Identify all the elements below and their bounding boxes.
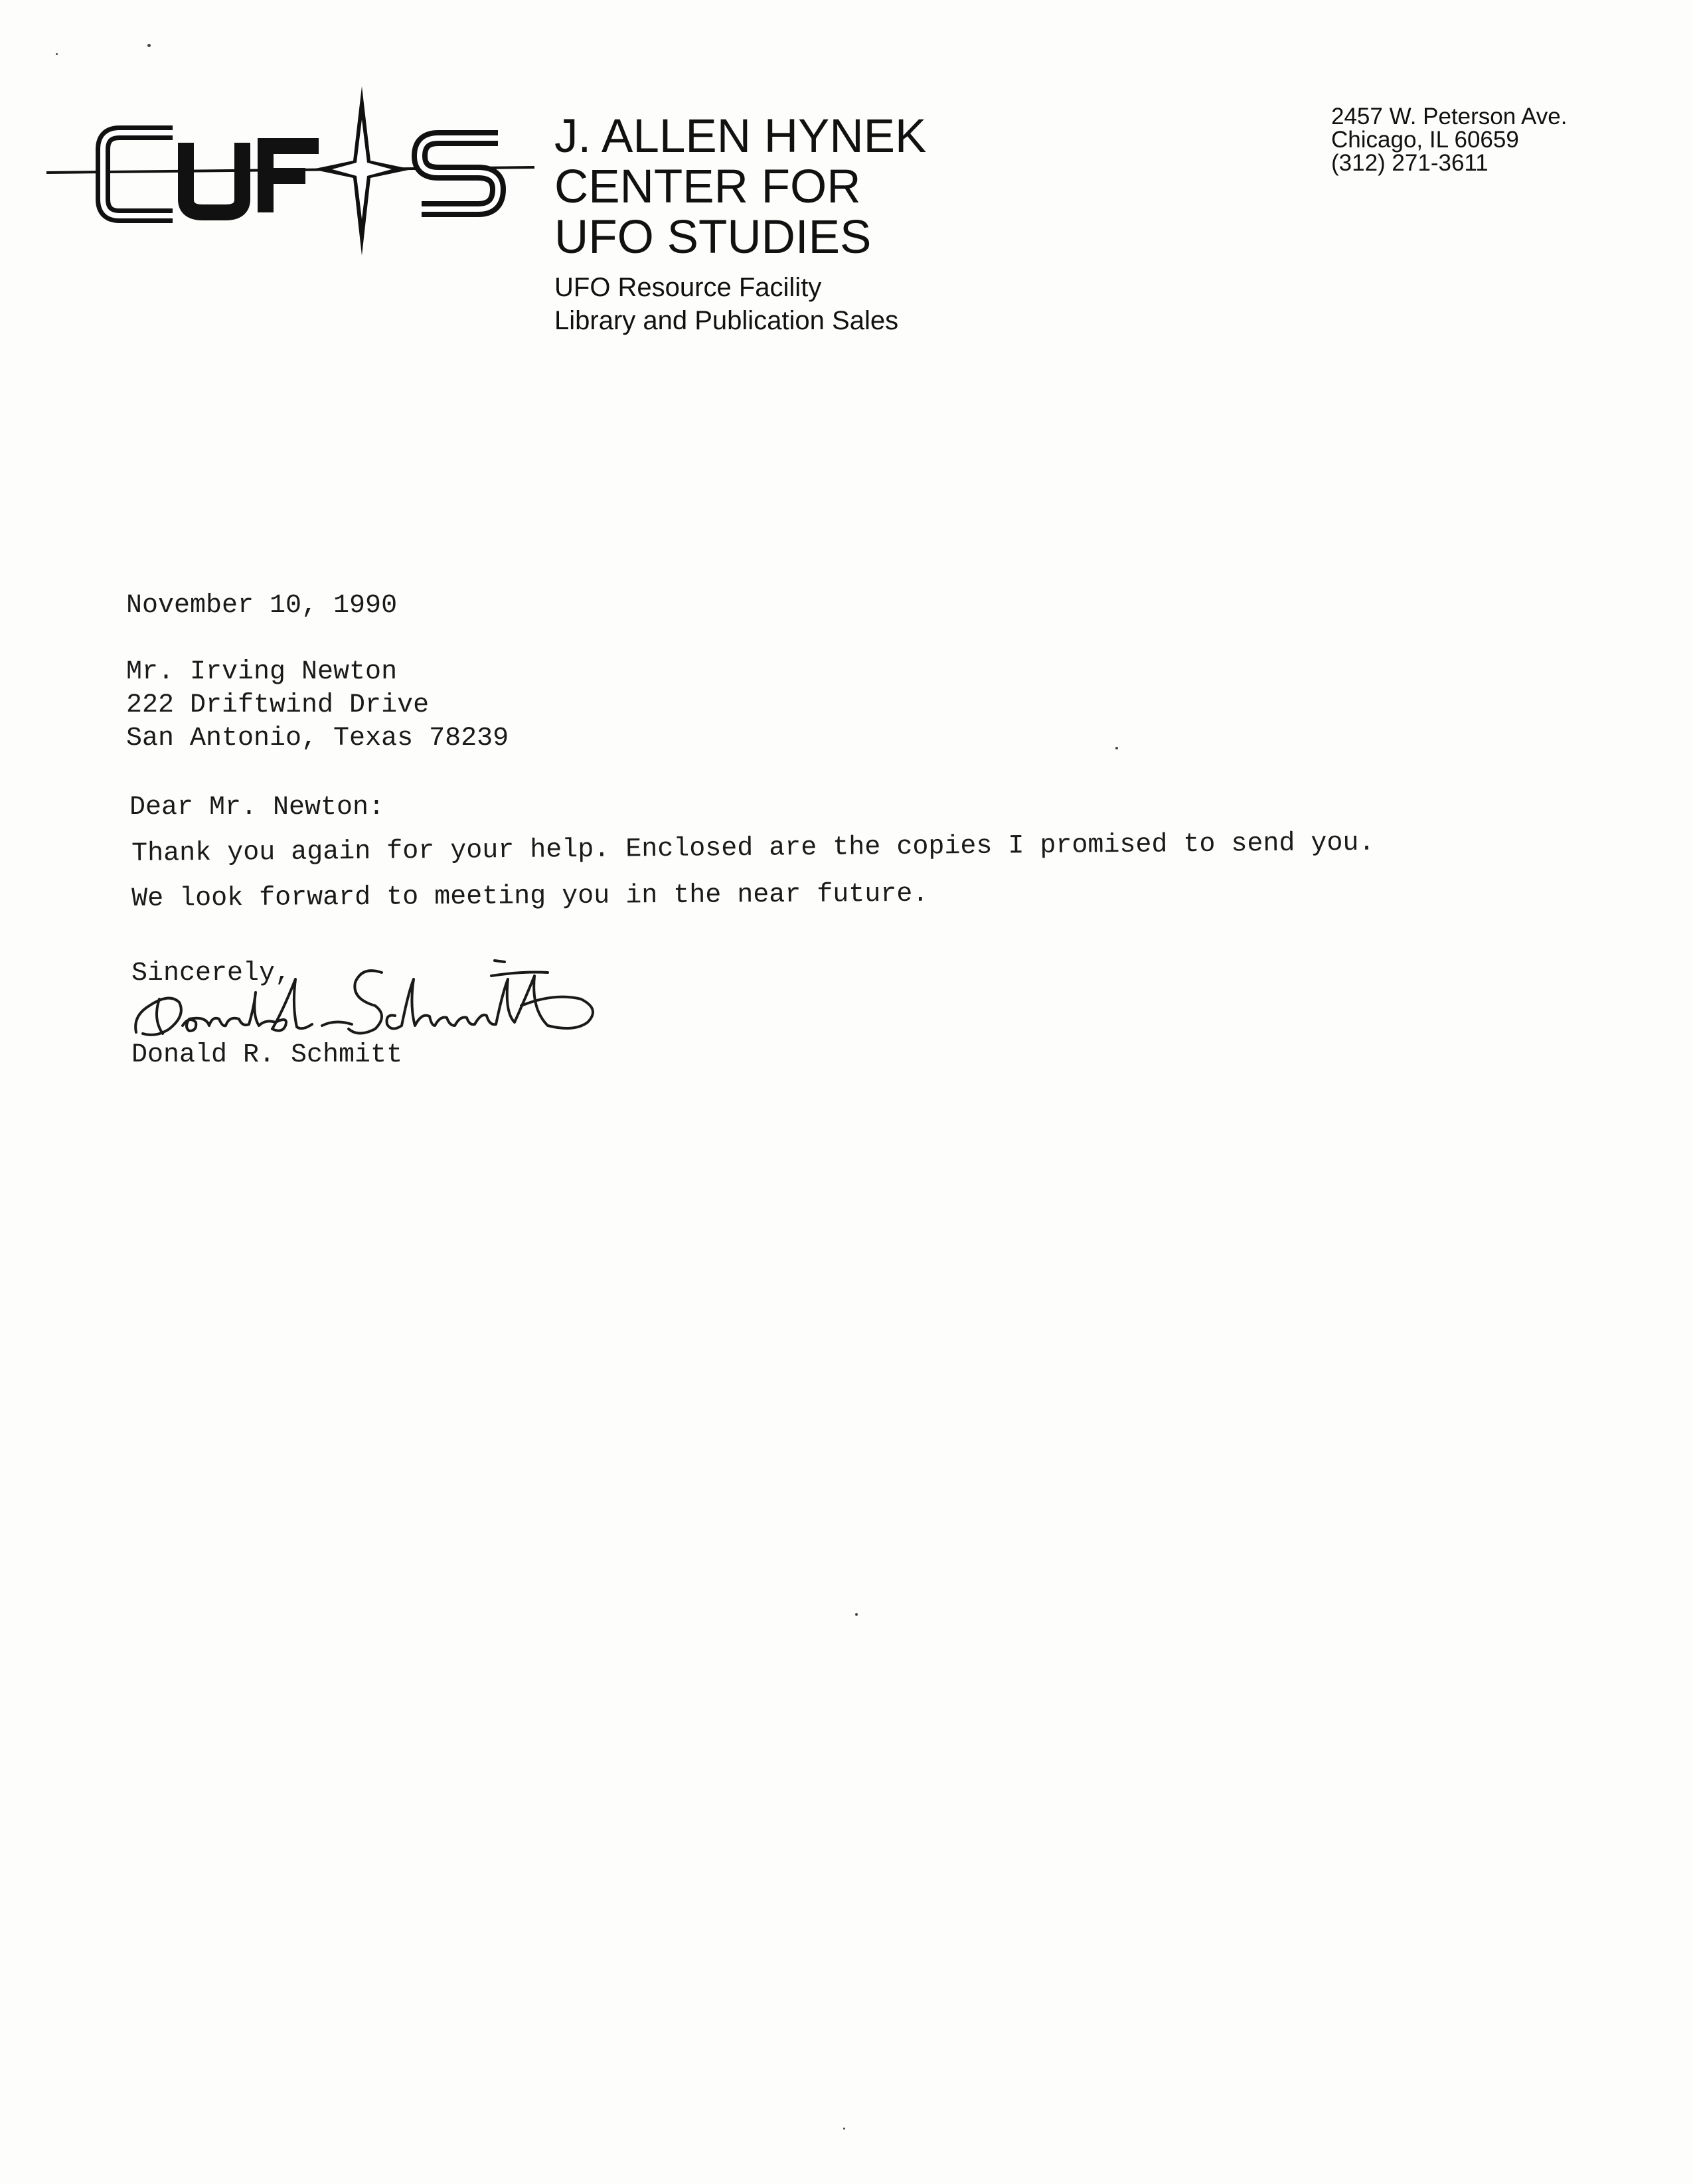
closing: Sincerely,	[131, 959, 291, 988]
address-street: 2457 W. Peterson Ave.	[1331, 104, 1568, 129]
cufos-logo	[40, 80, 544, 266]
address-city: Chicago, IL 60659	[1331, 127, 1519, 153]
body-line-2: We look forward to meeting you in the near future.	[131, 879, 929, 914]
scan-speck	[843, 2128, 845, 2130]
handwritten-signature	[123, 953, 627, 1052]
letter-date: November 10, 1990	[126, 591, 398, 621]
scan-speck	[56, 53, 58, 55]
recipient-city: San Antonio, Texas 78239	[126, 724, 509, 753]
salutation: Dear Mr. Newton:	[129, 793, 385, 822]
recipient-name: Mr. Irving Newton	[126, 657, 398, 687]
organization-subtitle-line-2: Library and Publication Sales	[554, 306, 899, 335]
recipient-address	[126, 656, 509, 755]
address-phone: (312) 271-3611	[1331, 150, 1489, 176]
scan-speck	[1115, 747, 1118, 749]
organization-name	[554, 112, 926, 263]
body-line-1: Thank you again for your help. Enclosed are the copies I promised to send you.	[131, 828, 1375, 869]
scan-speck	[147, 44, 151, 47]
organization-name-line-1: J. ALLEN HYNEK	[554, 110, 927, 163]
organization-name-line-3: UFO STUDIES	[554, 211, 872, 264]
signer-name: Donald R. Schmitt	[131, 1040, 403, 1070]
recipient-street: 222 Driftwind Drive	[126, 690, 430, 720]
organization-subtitle-line-1: UFO Resource Facility	[554, 273, 822, 302]
letterhead-address	[1331, 105, 1567, 175]
organization-subtitle	[554, 271, 898, 337]
organization-name-line-2: CENTER FOR	[554, 161, 861, 213]
scan-speck	[855, 1613, 858, 1616]
